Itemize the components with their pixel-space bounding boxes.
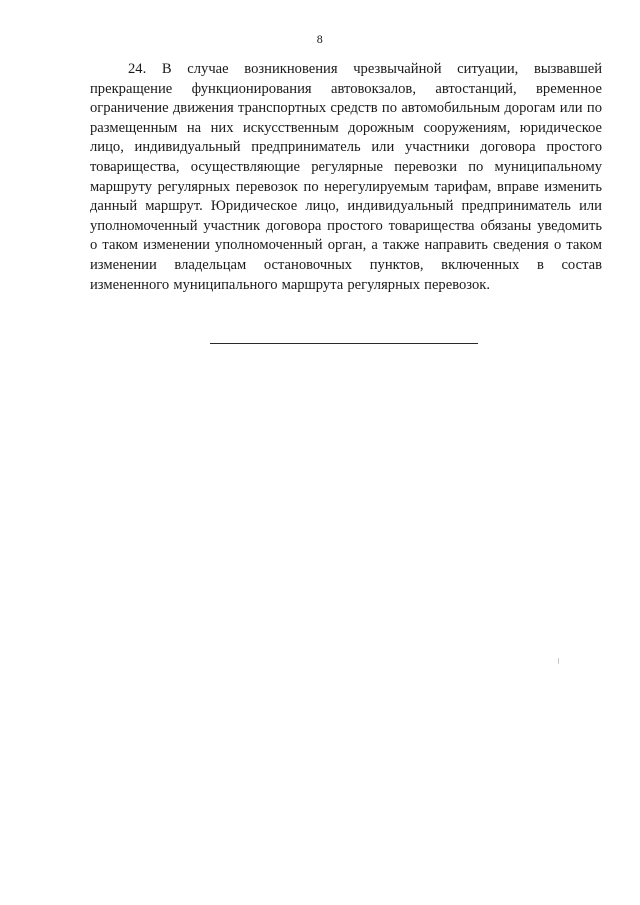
scan-artifact [558, 658, 559, 664]
end-separator-line [210, 343, 478, 344]
paragraph-24: 24. В случае возникновения чрезвычайной ситуации, вызвавшей прекращение функционирования автовокзалов, автостанций, временное ограничение движения транспортных средств по автомобильным дорогам или по размещенным на них искусственным дорожным сооружениям, юридическое лицо, индивидуальный предприниматель или участники договора простого товарищества, осуществляющие регулярные перевозки по муниципальному маршруту регулярных перевозок по нерегулируемым тарифам, вправе изменить данный маршрут. Юридическое лицо, индивидуальный предприниматель или уполномоченный участник договора простого товарищества обязаны уведомить о таком изменении уполномоченный орган, а также направить сведения о таком изменении владельцам остановочных пунктов, включенных в состав измененного муниципального маршрута регулярных перевозок. [90, 61, 602, 293]
page-number: 8 [316, 32, 324, 46]
